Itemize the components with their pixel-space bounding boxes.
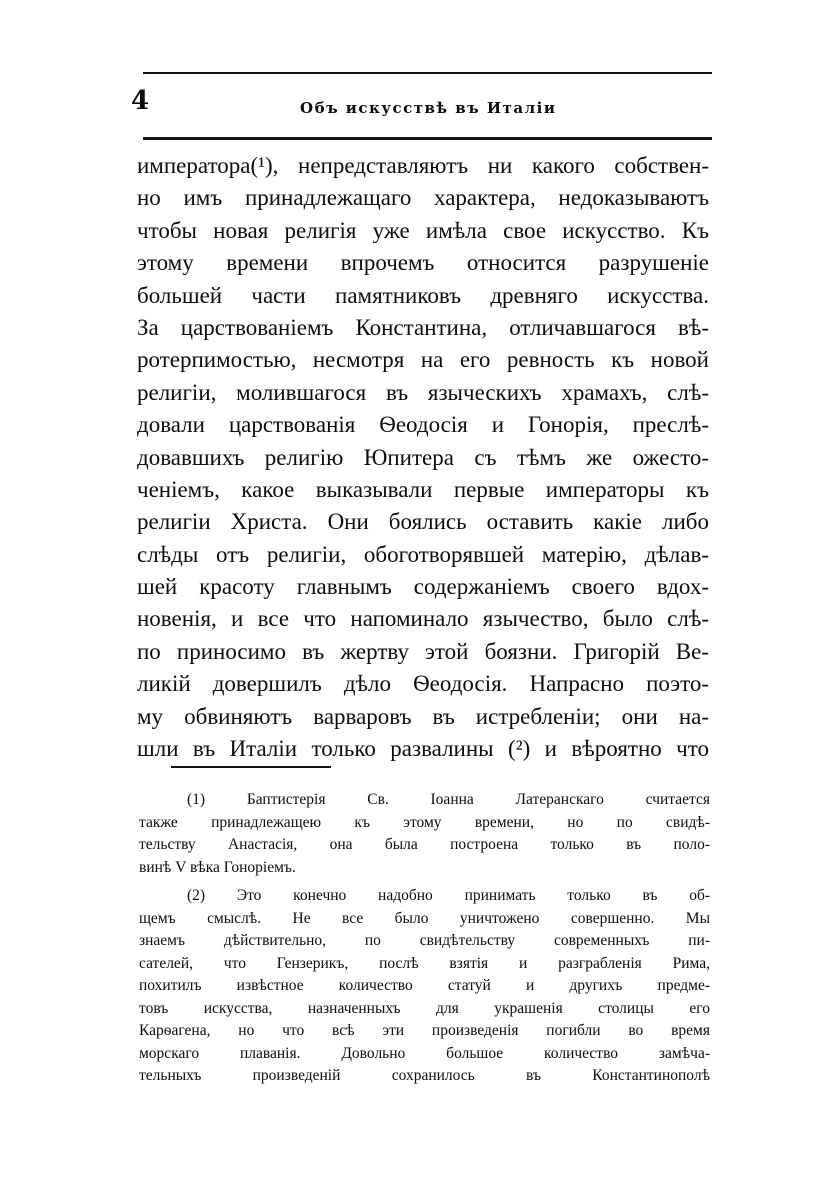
footnote-line: морскаго плаванія. Довольно большое количество замѣча- [139,1044,710,1062]
main-text [137,150,709,765]
text-line: шей красоту главнымъ содержаніемъ своего вдох- [137,574,709,600]
text-line: по приносимо въ жертву этой боязни. Григорій Ве- [137,638,709,664]
page-number: 4 [131,86,150,116]
running-title: Объ искусствѣ въ Италіи [300,99,557,117]
footnote-line: похитилъ извѣстное количество статуй и другихъ предме- [139,977,710,994]
text-line: религіи, молившагося въ языческихъ храмахъ, слѣ- [137,379,709,405]
top-rule [143,72,712,74]
footnote-line: тельныхъ произведеній сохранилось въ Константинополѣ [139,1067,710,1084]
footnote-line: тельству Анастасія, она была построена только въ поло- [139,836,710,853]
text-line: му обвиняютъ варваровъ въ истребленіи; они на- [137,703,709,729]
text-line: большей части памятниковъ древняго искусства. [137,282,709,308]
footnote-line: винѣ V вѣка Гоноріемъ. [139,858,296,876]
footnote-line: Карѳагена, но что всѣ эти произведенія погибли во время [139,1022,710,1039]
footnote-line: (1) Баптистерія Св. Іоанна Латеранскаго считается [187,791,710,808]
footnote-line: сателей, что Гензерикъ, послѣ взятія и разграбленія Рима, [139,954,710,972]
text-line: чтобы новая религія уже имѣла свое искусство. Къ [137,217,709,243]
text-line: За царствованіемъ Константина, отличавшагося вѣ- [137,314,709,340]
footnote-2 [139,885,710,1088]
footnote-line: (2) Это конечно надобно принимать только въ об- [187,887,710,904]
footnote-line: знаемъ дѣйствительно, по свидѣтельству современныхъ пи- [139,932,710,949]
text-line: императора(¹), непредставляютъ ни какого собствен- [137,153,709,178]
text-line: шли въ Италіи только развалины (²) и вѣроятно что [137,736,709,762]
text-line: ротерпимостью, несмотря на его ревность къ новой [137,347,709,373]
text-line: довали царствованія Ѳеодосія и Гонорія, преслѣ- [137,412,709,438]
text-line: но имъ принадлежащаго характера, недоказываютъ [137,185,709,211]
footnote-1 [139,789,710,879]
footnote-line: также принадлежащею къ этому времени, но по свидѣ- [139,813,710,831]
text-line: ченіемъ, какое выказывали первые императоры къ [137,476,709,502]
footnote-line: товъ искусства, назначенныхъ для украшенія столицы его [139,999,710,1017]
text-line: довавшихъ религію Юпитера съ тѣмъ же ожесто- [137,444,709,470]
text-line: слѣды отъ религіи, обоготворявшей матерію, дѣлав- [137,541,709,567]
header-rule [143,137,712,140]
text-line: этому времени впрочемъ относится разрушеніе [137,250,709,276]
footnotes [139,789,710,1088]
text-line: ликій довершилъ дѣло Ѳеодосія. Напрасно поэто- [137,671,709,697]
text-line: новенія, и все что напоминало язычество, было слѣ- [137,606,709,632]
text-line: религіи Христа. Они боялись оставить какіе либо [137,509,709,535]
footnote-separator [171,766,331,768]
footnote-line: щемъ смыслѣ. Не все было уничтожено совершенно. Мы [139,909,710,927]
